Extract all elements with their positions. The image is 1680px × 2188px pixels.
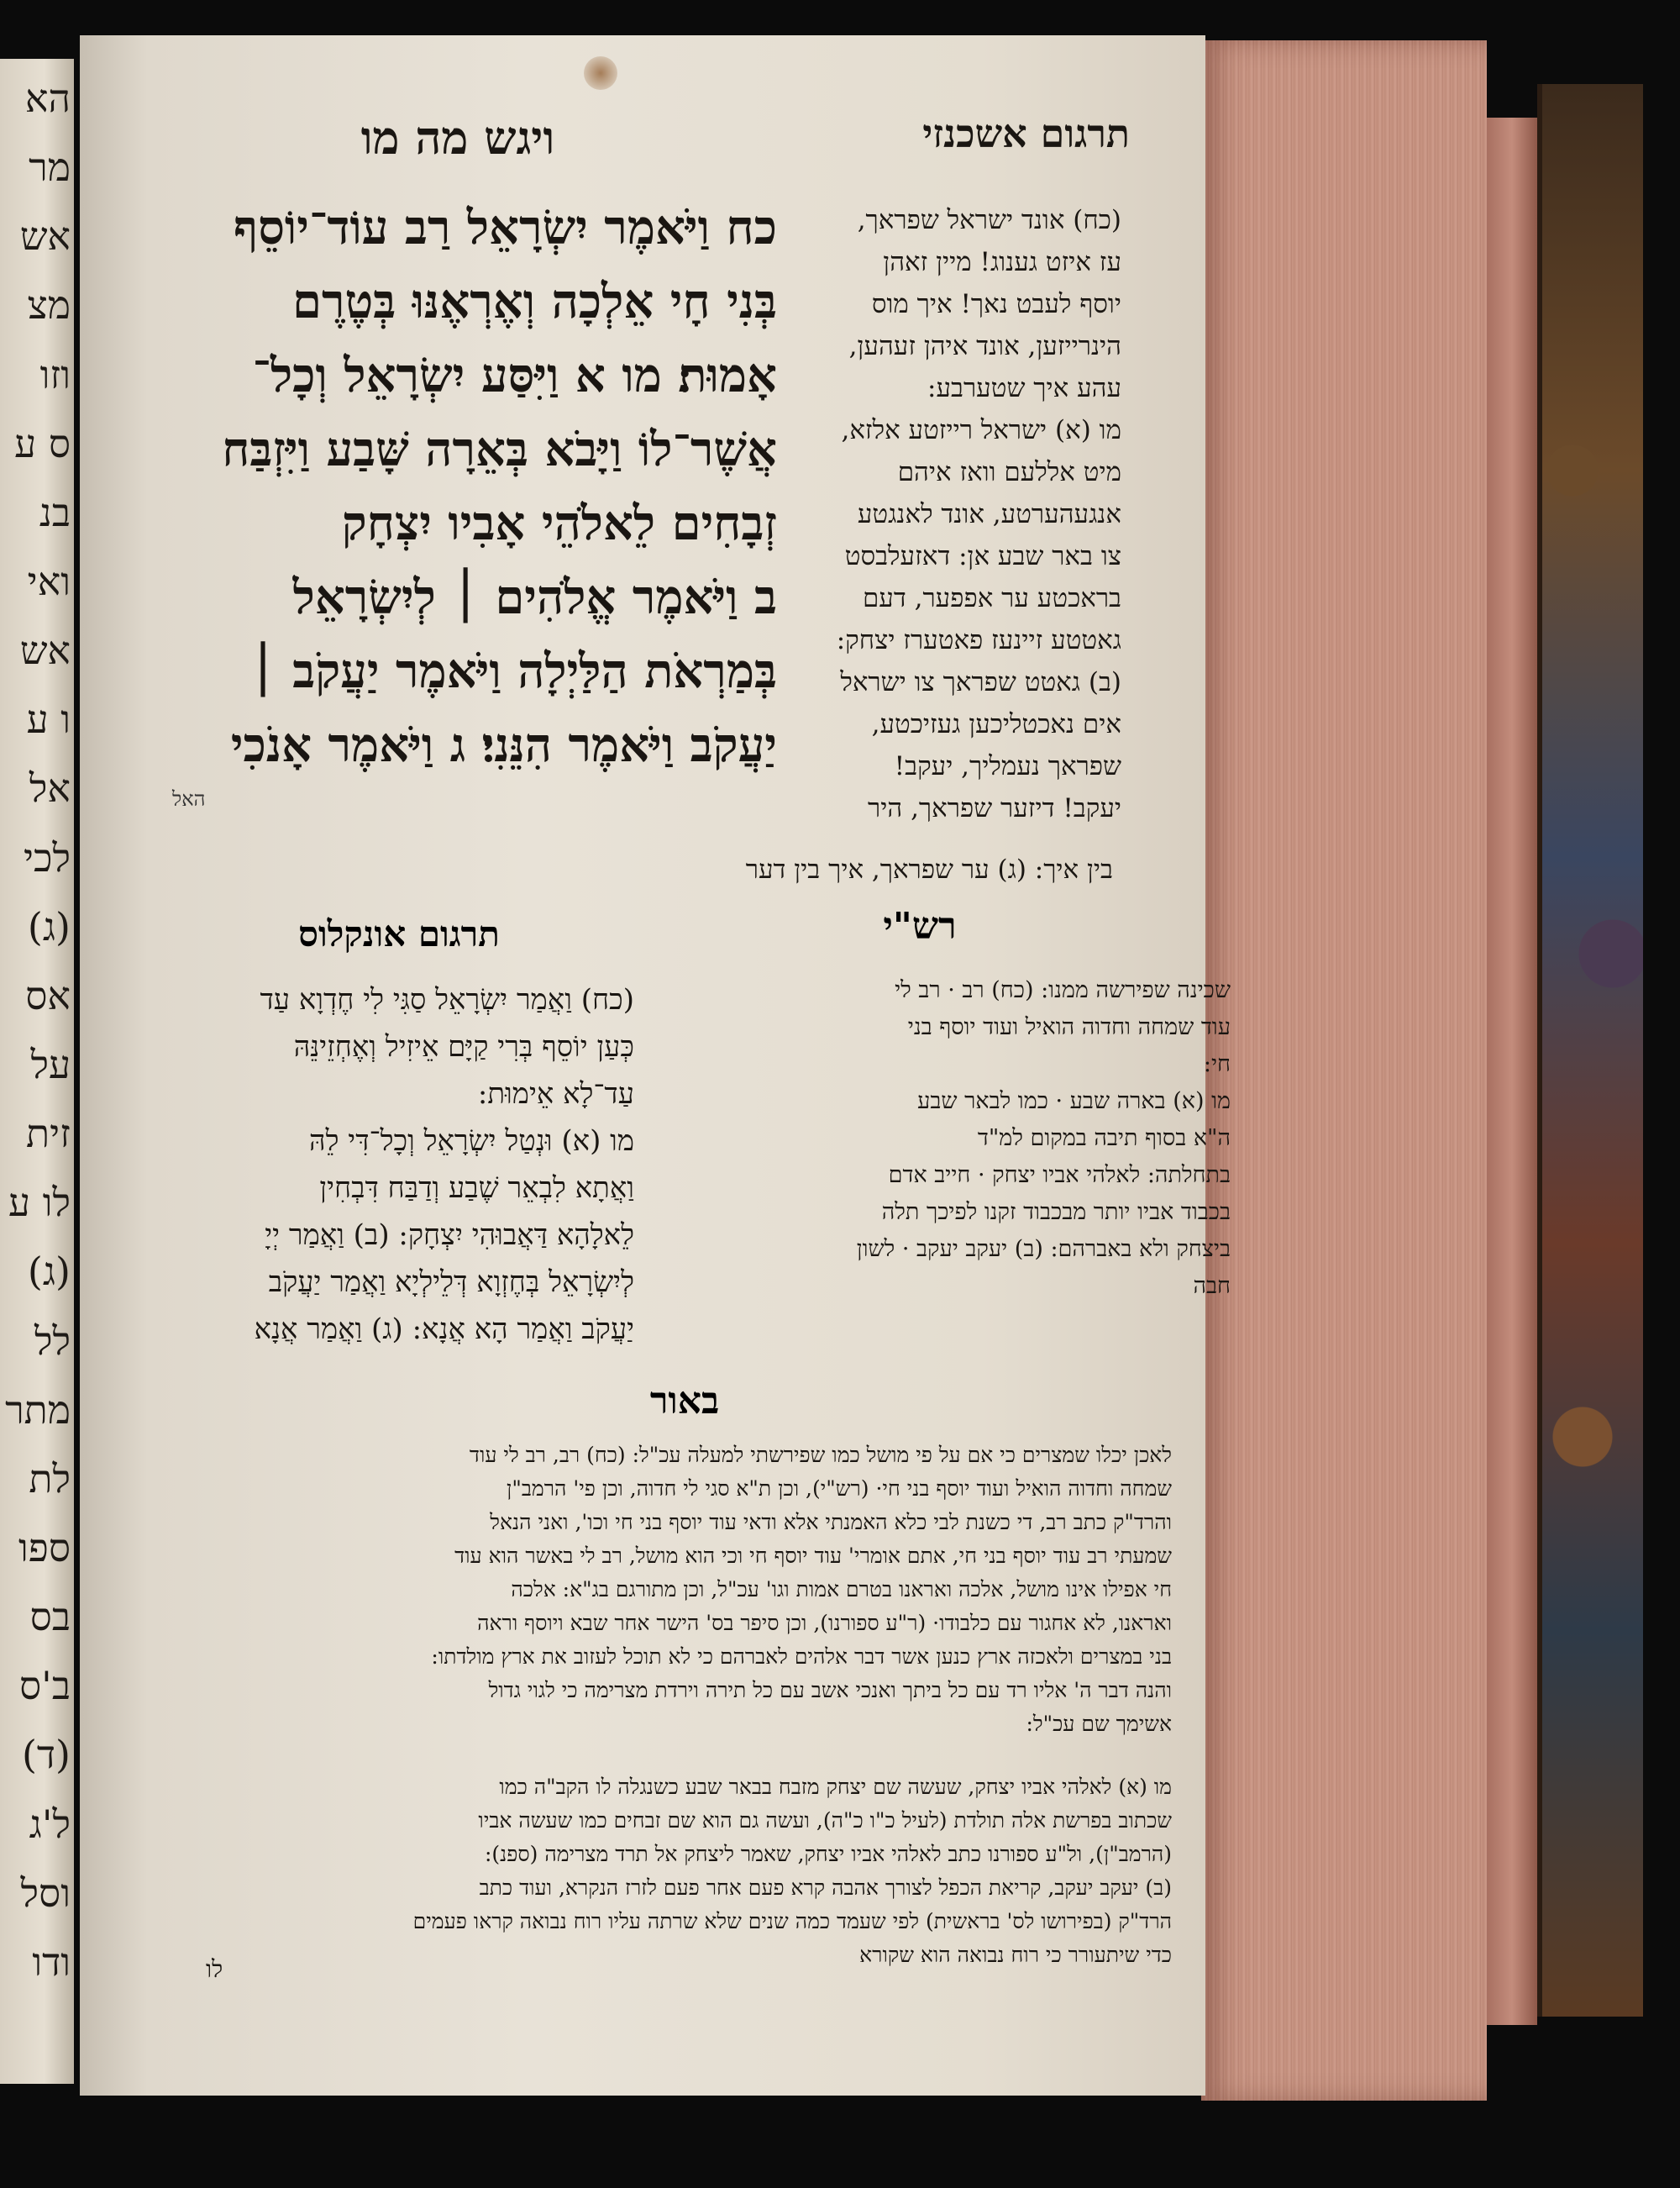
facing-page-fragment: אל: [29, 765, 71, 811]
rashi-line: שכינה שפירשה ממנו: (כח) רב · רב לי: [895, 977, 1231, 1003]
biur-line: לאכן יכלו שמצרים כי אם על פי מושל כמו שפירשתי למעלה עכ"ל: (כח) רב, רב לי עוד: [469, 1443, 1172, 1467]
rashi-line: בתחלתה: לאלהי אביו יצחק · חייב אדם: [888, 1162, 1231, 1188]
torah-line: אֲשֶׁר־לוֹ וַיָּבֹא בְּאֵרָה שָּׁבַע וַיִּזְבַּח: [222, 422, 777, 477]
rashi-line: ביצחק ולא באברהם: (ב) יעקב יעקב · לשון: [856, 1236, 1231, 1262]
ashkenazi-line: עהע איך שטערבע:: [927, 373, 1121, 403]
biur-commentary-block-2: [164, 1770, 1172, 1972]
facing-page-fragment: בס: [29, 1594, 71, 1639]
biur-line: חי אפילו אינו מושל, אלכה ואראנו בטרם אמות וגו' עכ"ל, וכן מתורגם בג"א: אלכה: [511, 1577, 1172, 1602]
rashi-commentary-block: [659, 972, 1231, 1305]
torah-text-block: [172, 191, 777, 782]
page-edges: [1201, 40, 1487, 2101]
facing-page-fragment: ב'ס: [19, 1663, 71, 1708]
biur-line: והרד"ק כתב רב, די כשנת לבי כלא האמנתי אלא ודאי עוד יוסף בני חי וכו', ואני הנאל: [490, 1510, 1172, 1534]
torah-line: ב וַיֹּאמֶר אֱלֹהִים ׀ לְיִשְׂרָאֵל: [292, 570, 777, 625]
biur-line: שכתוב בפרשת אלה תולדת (לעיל כ"ו כ"ה), ועשה גם הוא שם זבחים כמו שעשה אביו: [478, 1808, 1172, 1833]
biur-line: שמעתי רב עוד יוסף בני חי, אתם אומרי' עוד יוסף חי וכי הוא מושל, רב לי באשר הוא עוד: [454, 1544, 1172, 1568]
ashkenazi-line: צו באר שבע אן: דאזעלבסט: [844, 541, 1121, 571]
facing-page-fragment: הא: [24, 76, 71, 121]
rashi-line: עוד שמחה וחדוה הואיל ועוד יוסף בני: [907, 1014, 1231, 1040]
page-edge-shadow: [1487, 118, 1537, 2025]
onkelos-title: תרגום אונקלוס: [298, 913, 500, 955]
onkelos-line: וַאֲתָא לִבְאֵר שֶׁבַע וְדַבַּח דִּבְחִין: [319, 1171, 634, 1205]
onkelos-line: עַד־לָא אֵימוּת:: [477, 1077, 634, 1111]
facing-page-fragment: ס ע: [14, 421, 71, 466]
ashkenazi-continuation: בין איך: (ג) ער שפראך, איך בין דער: [745, 855, 1113, 885]
biur-line: אשימך שם עכ"ל:: [1026, 1712, 1172, 1736]
book-page: [80, 35, 1231, 2096]
biur-line: שמחה וחדוה הואיל ועוד יוסף בני חי· (רש"י), וכן ת"א סגי לי חדוה, וכן פי' הרמב"ן: [507, 1476, 1172, 1501]
facing-page-fragment: בנ: [39, 490, 71, 535]
onkelos-line: מו (א) וּנְטַל יִשְׂרָאֵל וְכָל־דִּי לֵהּ: [309, 1124, 634, 1158]
biur-line: (ב) יעקב יעקב, קריאת הכפל לצורך אהבה קרא פעם אחר פעם לזרז הנקרא, ועוד כתב: [479, 1875, 1172, 1900]
facing-page-fragment: אש: [19, 213, 71, 259]
rashi-line: מו (א) בארה שבע · כמו לבאר שבע: [917, 1088, 1231, 1114]
biur-line: הרד"ק (בפירושו לס' בראשית) לפי שעמד כמה שנים שלא שרתה עליו רוח נבואה קראו פעמים: [412, 1909, 1172, 1933]
ashkenazi-line: מיט אללעם וואז איהם: [897, 457, 1121, 487]
torah-line: זְבָחִים לֵאלֹהֵי אָבִיו יִצְחָק: [341, 496, 777, 551]
ashkenazi-line: אנגעהערטע, אונד לאנגטע: [857, 499, 1121, 529]
ashkenazi-line: יעקב! דיזער שפראך, היר: [868, 793, 1121, 823]
ashkenazi-translation-block: [790, 199, 1121, 829]
biur-line: בני במצרים ולאכזה ארץ כנען אשר דבר אלהים לאברהם כי לא תוכל לעזוב את ארץ מולדתו:: [431, 1644, 1172, 1669]
facing-page-fragment: אס: [25, 973, 71, 1018]
biur-title: באור: [649, 1380, 720, 1423]
biur-line: מו (א) לאלהי אביו יצחק, שעשה שם יצחק מזבח בבאר שבע כשנגלה לו הקב"ה כמו: [499, 1775, 1172, 1799]
ashkenazi-line: הינרייזען, אונד איהן זעהען,: [848, 331, 1121, 361]
facing-page-fragment: מצ: [27, 282, 71, 328]
onkelos-line: (כח) וַאֲמַר יִשְׂרָאֵל סַגִּי לִי חֶדְוָא עַד: [260, 983, 634, 1017]
biur-line: (הרמב"ן), ול"ע ספורנו כתב לאלהי אביו יצחק, שאמר ליצחק אל תרד מצרימה (ספנ):: [485, 1842, 1172, 1866]
torah-line: בְּמַרְאֹת הַלַּיְלָה וַיֹּאמֶר יַעֲקֹב ׀: [249, 644, 777, 699]
torah-line: אָמוּת׃ מו א וַיִּסַּע יִשְׂרָאֵל וְכָל־: [252, 348, 777, 403]
facing-page-fragment: מר: [29, 145, 71, 190]
page-catchword: לו: [206, 1955, 223, 1983]
facing-page-fragment: ספו: [18, 1525, 71, 1570]
facing-page-sliver: [0, 59, 74, 2084]
facing-page-fragment: ודו: [32, 1939, 71, 1985]
marbled-cover-edge: [1537, 84, 1643, 2017]
facing-page-fragment: זית: [26, 1111, 71, 1156]
ashkenazi-line: גאטטע זיינעז פאטערז יצחק:: [836, 625, 1121, 655]
facing-page-fragment: וזו: [39, 352, 71, 397]
biur-commentary-block: [164, 1439, 1172, 1741]
rashi-line: חבה: [1193, 1273, 1231, 1299]
onkelos-line: לְיִשְׂרָאֵל בְּחֶזְוָא דְּלֵילְיָא וַאֲמַר יַעֲקֹב: [268, 1265, 634, 1299]
facing-page-fragment: לכי: [23, 835, 71, 881]
onkelos-line: לֵאלָהָא דַּאֲבוּהִי יִצְחָק: (ב) וַאֲמַר יְיָ: [265, 1218, 634, 1252]
header-targum-ashkenazi: תרגום אשכנזי: [922, 111, 1130, 156]
facing-page-fragment: לת: [29, 1456, 71, 1502]
ashkenazi-line: (כח) אונד ישראל שפראך,: [857, 205, 1121, 235]
ashkenazi-line: יוסף לעבט נאך! איך מוס: [871, 289, 1121, 319]
facing-page-fragment: מתר: [5, 1387, 71, 1433]
rashi-line: בכבוד אביו יותר מבכבוד זקנו לפיכך תלה: [881, 1199, 1231, 1225]
torah-line: כח וַיֹּאמֶר יִשְׂרָאֵל רַב עוֹד־יוֹסֵף: [234, 200, 777, 255]
biur-line: והנה דבר ה' אליו רד עם כל ביתך ואנכי אשב עם כל תירה וירדת מצרימה כי לגוי גדול: [488, 1678, 1172, 1702]
onkelos-line: יַעֲקֹב וַאֲמַר הָא אֲנָא: (ג) וַאֲמַר אֲנָא: [254, 1312, 634, 1346]
facing-page-fragment: ל'ג: [29, 1801, 71, 1847]
foxing-spot: [584, 56, 617, 90]
facing-page-fragment: על: [30, 1042, 71, 1087]
header-parasha: ויגש מה מו: [360, 111, 555, 165]
ashkenazi-line: שפראך נעמליך, יעקב!: [894, 751, 1121, 781]
facing-page-fragment: (ג): [27, 1249, 71, 1294]
ashkenazi-line: בראכטע ער אפפער, דעם: [862, 583, 1121, 613]
ashkenazi-line: (ב) גאטט שפראך צו ישראל: [840, 667, 1121, 697]
torah-line: יַעֲקֹב וַיֹּאמֶר הִנֵּנִי׃ ג וַיֹּאמֶר אָנֹכִי: [230, 718, 777, 773]
biur-line: ואראנו, לא אחגור עם כלבודו· (ר"ע ספורנו), וכן סיפר בס' הישר אחר שבא ויוסף וראה: [477, 1611, 1172, 1635]
facing-page-fragment: וסל: [20, 1870, 71, 1916]
facing-page-fragment: לל: [34, 1318, 71, 1364]
ashkenazi-line: עז איזט גענוג! מיין זאהן: [883, 247, 1121, 277]
torah-catchword: האל: [172, 787, 206, 811]
facing-page-fragment: אש: [19, 628, 71, 673]
facing-page-fragment: (ג): [27, 904, 71, 949]
facing-page-fragment: (ד): [21, 1732, 71, 1777]
onkelos-block: [172, 976, 634, 1353]
rashi-line: חי:: [1203, 1051, 1231, 1077]
rashi-title: רש"י: [883, 905, 957, 948]
facing-page-fragment: ואי: [27, 559, 71, 604]
onkelos-line: כְּעַן יוֹסֵף בְּרִי קַיָּם אֵיזִיל וְאֶחְזֵינֵּהּ: [293, 1030, 634, 1064]
rashi-line: ה"א בסוף תיבה במקום למ"ד: [977, 1125, 1231, 1151]
facing-page-fragment: לו ע: [8, 1180, 71, 1225]
ashkenazi-line: אים נאכטליכען געזיכטע,: [871, 709, 1121, 739]
torah-line: בְּנִי חָי אֵלְכָה וְאֶרְאֶנּוּ בְּטֶרֶם: [292, 274, 777, 329]
ashkenazi-line: מו (א) ישראל רייזטע אלזא,: [841, 415, 1121, 445]
facing-page-fragment: ו ע: [26, 697, 71, 742]
biur-line: כדי שיתעורר כי רוח נבואה הוא שקורא: [859, 1943, 1172, 1967]
